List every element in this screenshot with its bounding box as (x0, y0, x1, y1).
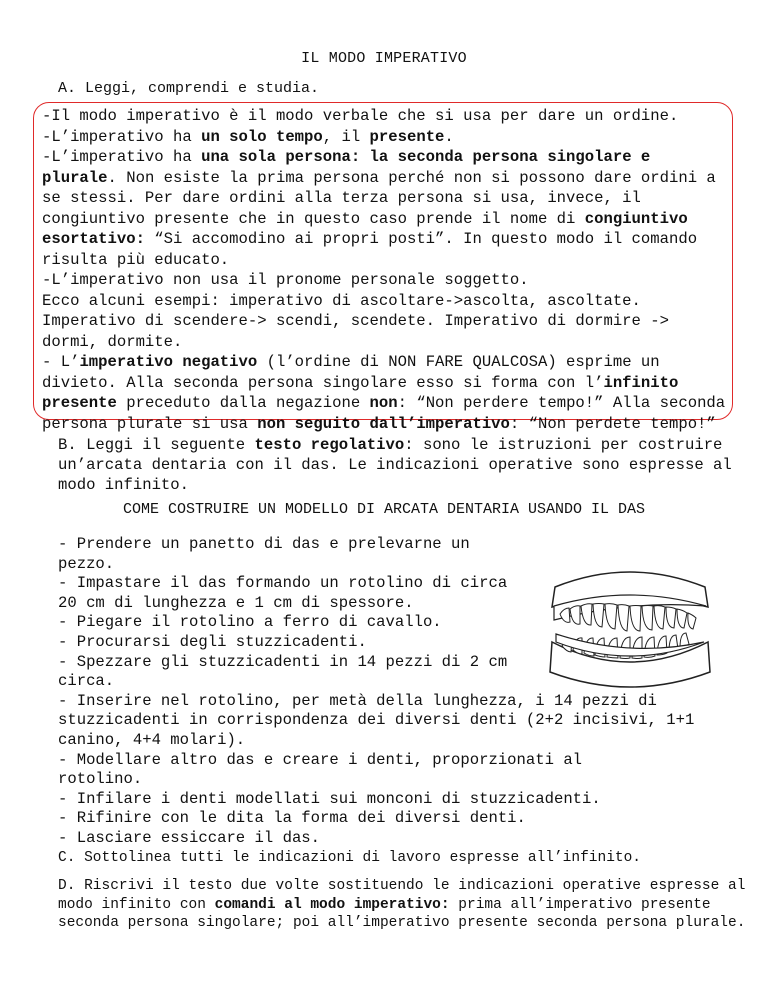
list-item: - Inserire nel rotolino, per metà della lunghezza, i 14 pezzi di stuzzicadenti in corrispondenza dei diversi denti (2+2 incisivi, 1+1 canino, 4+4 molari). (58, 691, 695, 749)
instructions-title: COME COSTRUIRE UN MODELLO DI ARCATA DENTARIA USANDO IL DAS (122, 501, 646, 518)
list-item: - Piegare il rotolino a ferro di cavallo. (58, 613, 442, 632)
dentures-icon (540, 562, 720, 692)
page-title: IL MODO IMPERATIVO (301, 50, 467, 67)
rules-text (42, 106, 732, 434)
list-item: - Prendere un panetto di das e prelevarne un pezzo. (58, 535, 470, 573)
section-d: D. Riscrivi il testo due volte sostituendo le indicazioni operative espresse al modo infinito con comandi al modo imperativo: prima all’imperativo presente seconda persona singolare; poi all’imperativo presente seconda persona plurale. (58, 878, 746, 931)
list-item: - Lasciare essiccare il das. (58, 828, 321, 847)
rule-negative: - L’imperativo negativo (l’ordine di NON FARE QUALCOSA) esprime un divieto. Alla seconda persona singolare esso si forma con l’infinito presente preceduto dalla negazione non: “Non perdere tempo!” Alla seconda persona plurale si usa non seguito dall’imperativo: “Non perdete tempo!” (42, 353, 726, 433)
list-item: - Modellare altro das e creare i denti, proporzionati al rotolino. (58, 750, 583, 789)
list-item: - Impastare il das formando un rotolino di circa 20 cm di lunghezza e 1 cm di spessore. (58, 574, 508, 612)
list-item: - Procurarsi degli stuzzicadenti. (58, 632, 367, 651)
list-item: - Infilare i denti modellati sui monconi di stuzzicadenti. (58, 789, 601, 808)
list-item: - Rifinire con le dita la forma dei diversi denti. (58, 809, 526, 828)
section-b: B. Leggi il seguente testo regolativo: sono le istruzioni per costruire un’arcata dentaria con il das. Le indicazioni operative sono espresse al modo infinito. (58, 436, 732, 494)
rule-person: -L’imperativo ha una sola persona: la seconda persona singolare e plurale. Non esiste la prima persona perché non si possono dare ordini a se stessi. Per dare ordini alla terza persona si usa, invece, il congiuntivo presente che in questo caso prende il nome di congiuntivo esortativo: “Si accomodino ai propri posti”. In questo modo il comando risulta più educato. (42, 148, 716, 269)
list-item: - Spezzare gli stuzzicadenti in 14 pezzi di 2 cm circa. (58, 652, 508, 691)
rule-pronoun: -L’imperativo non usa il pronome personale soggetto. (42, 271, 529, 289)
rule-tense: -L’imperativo ha un solo tempo, il presente. (42, 127, 454, 146)
section-a-instruction: A. Leggi, comprendi e studia. (58, 80, 320, 97)
rule-examples: Ecco alcuni esempi: imperativo di ascoltare->ascolta, ascoltate. Imperativo di scendere-> scendi, scendete. Imperativo di dormire -> dormi, dormite. (42, 291, 669, 351)
section-c: C. Sottolinea tutti le indicazioni di lavoro espresse all’infinito. (58, 850, 641, 866)
rule-definition: -Il modo imperativo è il modo verbale che si usa per dare un ordine. (42, 107, 679, 125)
